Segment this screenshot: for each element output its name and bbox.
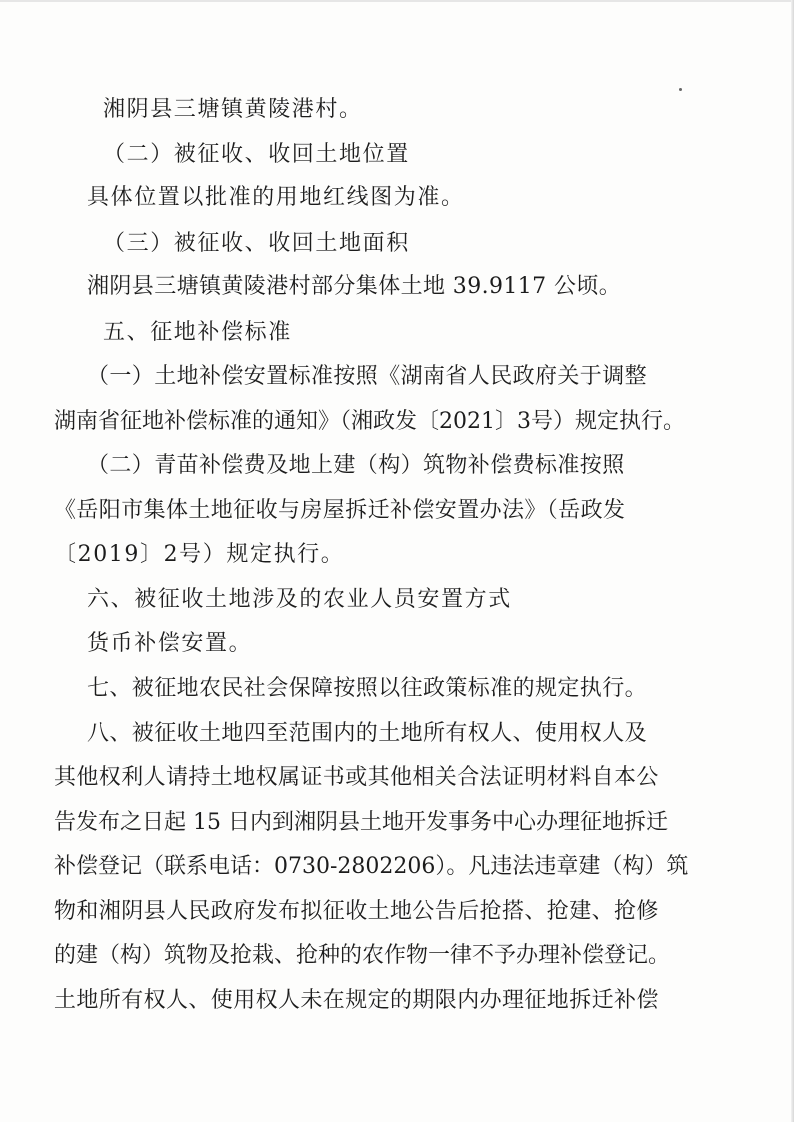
text-line: 货币补偿安置。 (87, 631, 253, 656)
text-line: 《岳阳市集体土地征收与房屋拆迁补偿安置办法》（岳政发 (54, 498, 626, 523)
scan-edge-top (0, 0, 794, 2)
text-line: 物和湘阴县人民政府发布拟征收土地公告后抢搭、抢建、抢修 (54, 899, 659, 924)
section-heading: 七、被征地农民社会保障按照以往政策标准的规定执行。 (87, 676, 648, 701)
text-line: 土地所有权人、使用权人未在规定的期限内办理征地拆迁补偿 (54, 988, 659, 1013)
section-heading: （三）被征收、收回土地面积 (103, 231, 410, 256)
section-heading: 八、被征收土地四至范围内的土地所有权人、使用权人及 (87, 721, 648, 746)
text-line: 〔2019〕2号）规定执行。 (54, 542, 345, 567)
text-line: 补偿登记（联系电话：0730-2802206）。凡违法违章建（构）筑 (54, 854, 689, 879)
text-line: 的建（构）筑物及抢栽、抢种的农作物一律不予办理补偿登记。 (54, 943, 671, 968)
text-line: （二）青苗补偿费及地上建（构）筑物补偿费标准按照 (87, 453, 625, 478)
text-line: 告发布之日起 15 日内到湘阴县土地开发事务中心办理征地拆迁 (54, 810, 668, 835)
text-line: 具体位置以批准的用地红线图为准。 (87, 185, 465, 210)
text-line: 其他权利人请持土地权属证书或其他相关合法证明材料自本公 (54, 765, 659, 790)
section-heading: 六、被征收土地涉及的农业人员安置方式 (87, 587, 512, 612)
text-line: 湘阴县三塘镇黄陵港村部分集体土地 39.9117 公顷。 (87, 274, 622, 299)
text-line: 湘阴县三塘镇黄陵港村。 (103, 97, 363, 122)
text-line: 湖南省征地补偿标准的通知》（湘政发〔2021〕3号）规定执行。 (54, 409, 685, 434)
text-line: （一）土地补偿安置标准按照《湖南省人民政府关于调整 (87, 364, 648, 389)
scan-speck (679, 88, 682, 91)
section-heading: （二）被征收、收回土地位置 (103, 142, 410, 167)
section-heading: 五、征地补偿标准 (103, 320, 292, 345)
